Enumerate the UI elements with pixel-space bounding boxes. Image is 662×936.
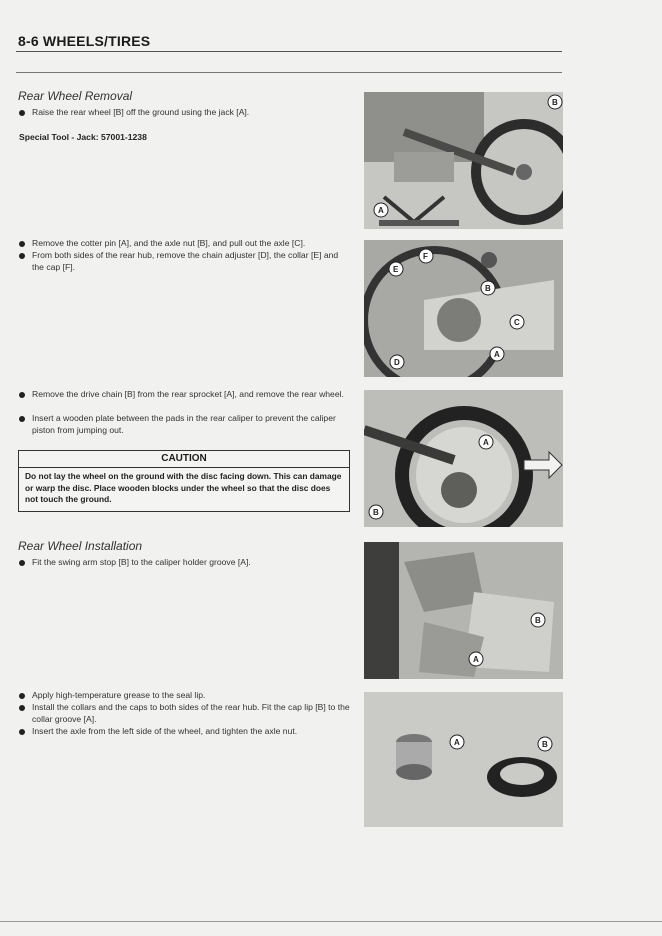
installation-section-title: Rear Wheel Installation: [18, 539, 143, 553]
figure3-label-b: B: [373, 508, 379, 517]
figure1-label-a: A: [378, 206, 384, 215]
figure-wheel-removal: [364, 390, 563, 527]
figure5-label-b: B: [542, 740, 548, 749]
caution-text: Do not lay the wheel on the ground with the disc facing down. This can damage or warp the disc. Place wooden blocks under the wheel so that the disc does not touch the ground.: [25, 471, 342, 504]
figure-rear-hub: [364, 240, 563, 377]
figure5-label-a: A: [454, 738, 460, 747]
caution-box: [18, 450, 350, 512]
installation-step-1: Fit the swing arm stop [B] to the caliper holder groove [A].: [19, 557, 352, 569]
removal-step-5: Insert a wooden plate between the pads in the rear caliper to prevent the caliper piston from jumping out.: [19, 413, 352, 436]
page-header: 8-6 WHEELS/TIRES: [18, 33, 151, 49]
header-rule: [16, 51, 562, 52]
installation-step-2: Apply high-temperature grease to the seal lip.: [19, 690, 352, 702]
special-tool-note: Special Tool - Jack: 57001-1238: [19, 132, 147, 142]
figure-collar-and-cap: [364, 692, 563, 827]
figure2-label-e: E: [393, 265, 399, 274]
figure2-label-b: B: [485, 284, 491, 293]
figure-caliper-holder: [364, 542, 563, 679]
figure2-label-d: D: [394, 358, 400, 367]
figure-bike-on-jack: [364, 92, 563, 229]
figure3-label-a: A: [483, 438, 489, 447]
installation-step-4: Insert the axle from the left side of the wheel, and tighten the axle nut.: [19, 726, 352, 738]
removal-step-3: From both sides of the rear hub, remove the chain adjuster [D], the collar [E] and the cap [F].: [19, 250, 352, 273]
removal-step-4: Remove the drive chain [B] from the rear sprocket [A], and remove the rear wheel.: [19, 389, 352, 401]
removal-step-1: Raise the rear wheel [B] off the ground using the jack [A].: [19, 107, 352, 119]
installation-step-3: Install the collars and the caps to both sides of the rear hub. Fit the cap lip [B] to the collar groove [A].: [19, 702, 352, 725]
removal-step-2: Remove the cotter pin [A], and the axle nut [B], and pull out the axle [C].: [19, 238, 352, 250]
removal-section-title: Rear Wheel Removal: [18, 89, 133, 103]
figure4-label-b: B: [535, 616, 541, 625]
figure1-label-b: B: [552, 98, 558, 107]
footer-rule: [0, 921, 662, 922]
figure4-label-a: A: [473, 655, 479, 664]
figure2-label-a: A: [494, 350, 500, 359]
caution-title: CAUTION: [19, 451, 349, 468]
figure2-label-c: C: [514, 318, 520, 327]
figure2-label-f: F: [423, 252, 428, 261]
section-rule: [16, 72, 562, 73]
